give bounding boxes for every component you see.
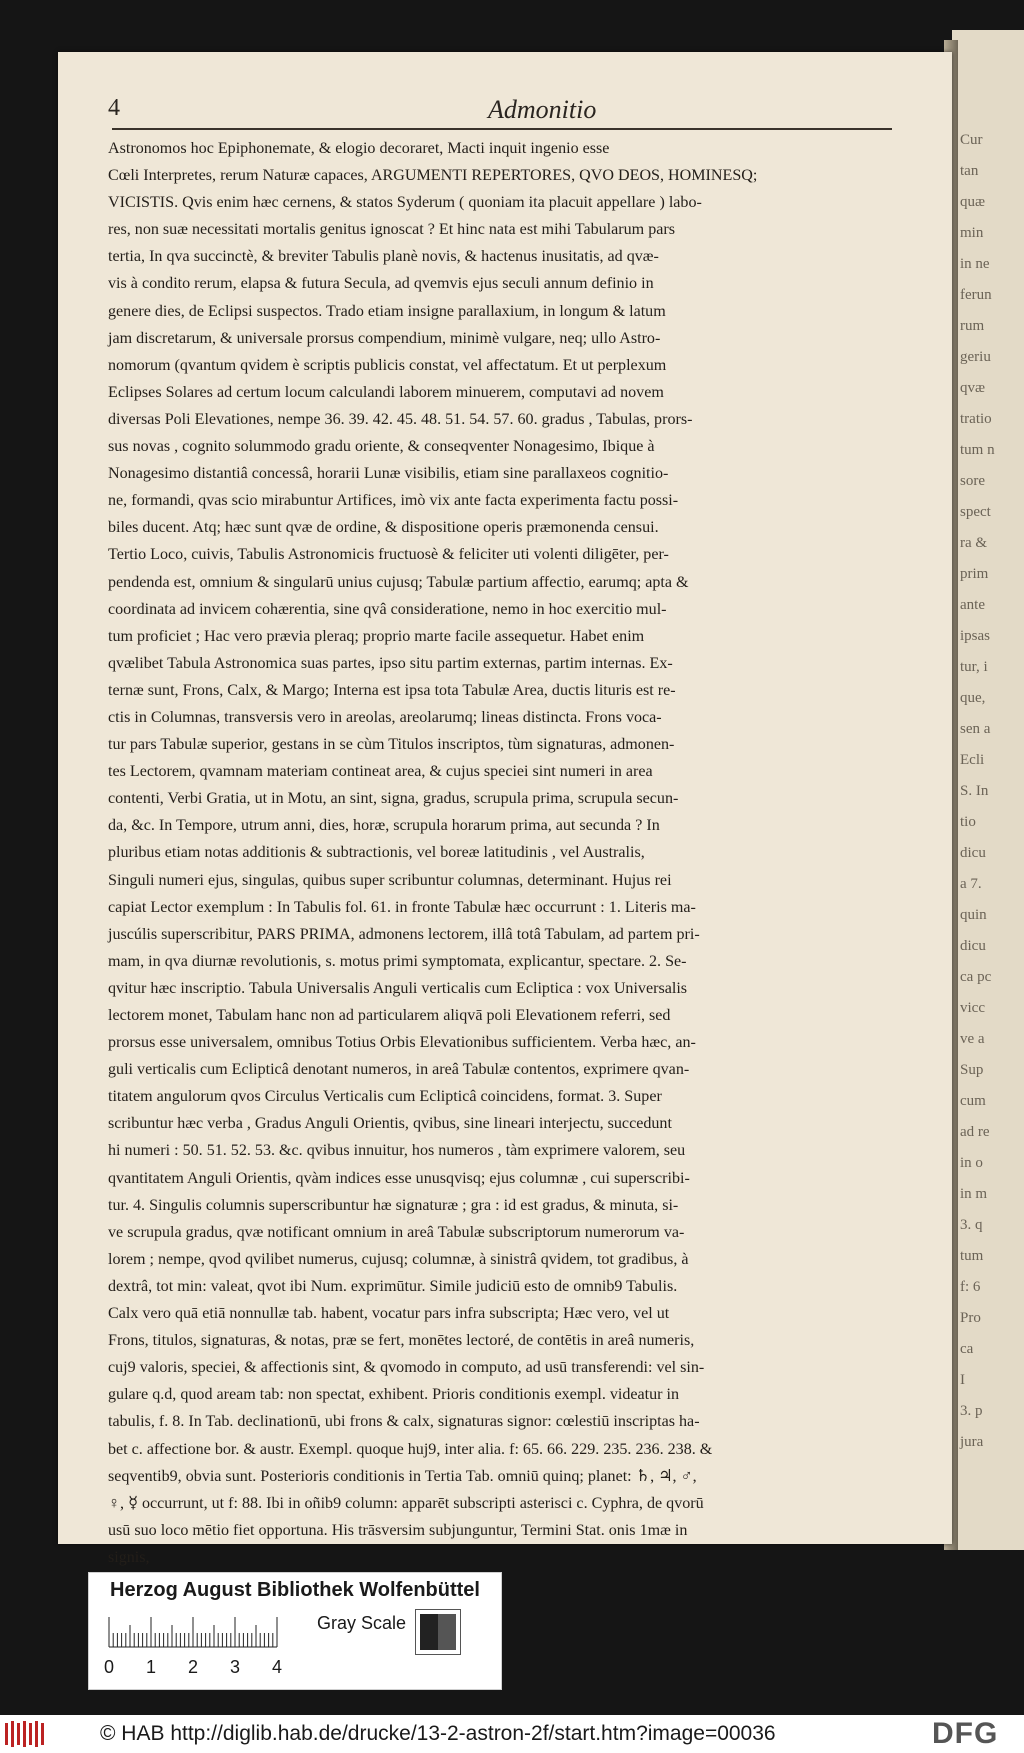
facing-page-word: f: 6 [960, 1279, 981, 1295]
text-line: juscúlis superscribitur, PARS PRIMA, admonens lectorem, illâ totâ Tabulam, ad partem pri- [108, 923, 700, 943]
facing-page-word: tio [960, 814, 976, 830]
text-line: cuj9 valoris, speciei, & affectionis sint, & qvomodo in computo, ad usū transferendi: vel sin- [108, 1357, 705, 1377]
facing-page-word: ipsas [960, 628, 990, 644]
gray-scale-label: Gray Scale [317, 1613, 407, 1633]
text-line: Eclipses Solares ad certum locum calculandi laborem minuerem, computavi ad novem [108, 381, 664, 401]
text-line: tur pars Tabulæ superior, gestans in se cùm Titulos inscriptos, tùm signaturas, admonen- [108, 734, 675, 754]
facing-page-word: sen a [960, 721, 991, 737]
text-line: VICISTIS. Qvis enim hæc cernens, & statos Syderum ( quoniam ita placuit appellare ) labo- [108, 192, 702, 212]
text-line: gulare q.d, quod aream tab: non spectat, exhibent. Prioris conditionis exempl. videatur in [108, 1384, 680, 1404]
facing-page-word: dicu [960, 845, 986, 861]
facing-page-word: tan [960, 163, 979, 179]
text-line: seqventib9, obvia sunt. Posterioris conditionis in Tertia Tab. omniū quinq; planet: ♄, ♃, ♂, [108, 1465, 697, 1485]
text-line: tes Lectorem, qvamnam materiam contineat area, & cujus speciei sint numeri in area [108, 761, 653, 781]
ruler-numbers [99, 1657, 399, 1681]
text-line: sus novas , cognito solummodo gradu oriente, & conseqventer Nonagesimo, Ibique à [108, 436, 655, 456]
text-line: scribuntur hæc verba , Gradus Anguli Orientis, qvibus, sine lineari interjectu, succedunt [108, 1113, 672, 1133]
ruler-number: 4 [272, 1657, 283, 1677]
library-label-card [88, 1572, 502, 1690]
facing-page-word: a 7. [960, 876, 982, 892]
facing-page-word: quæ [960, 194, 986, 210]
text-line: Nonagesimo distantiâ concessâ, horarii Lunæ visibilis, etiam sine parallaxeos cognitio- [108, 463, 669, 483]
text-line: contenti, Verbi Gratia, ut in Motu, an sint, signa, gradus, scrupula prima, scrupula secun- [108, 788, 679, 808]
source-url[interactable]: © HAB http://diglib.hab.de/drucke/13-2-astron-2f/start.htm?image=00036 [100, 1722, 776, 1745]
text-line: qvælibet Tabula Astronomica suas partes, ipso situ partim externas, partim internas. Ex- [108, 652, 673, 672]
facing-page-word: tum n [960, 442, 995, 458]
facing-page-word: S. In [960, 783, 989, 799]
facing-page-word: jura [960, 1434, 984, 1450]
text-line: prorsus esse universalem, omnibus Totius Orbis Elevationibus sufficientem. Verba hæc, an- [108, 1032, 696, 1052]
facing-page-word: tur, i [960, 659, 988, 675]
text-line: guli verticalis cum Eclipticâ denotant numeros, in areâ Tabulæ contentos, exprimere qvan- [108, 1059, 690, 1079]
text-line: pluribus etiam notas additionis & subtractionis, vel boreæ latitudinis , vel Australis, [108, 842, 645, 862]
text-line: tertia, In qva succinctè, & breviter Tabulis planè novis, & hactenus inusitatis, ad qvæ- [108, 246, 659, 266]
facing-page-word: in m [960, 1186, 988, 1202]
facing-page-word: Sup [960, 1062, 984, 1078]
facing-page-word: prim [960, 566, 989, 582]
facing-page-word: ad re [960, 1124, 990, 1140]
ruler-number: 3 [230, 1657, 241, 1677]
facing-page-word: rum [960, 318, 985, 334]
text-line: titatem angulorum qvos Circulus Verticalis cum Eclipticâ coincidens, format. 3. Super [108, 1086, 662, 1106]
header-rule [112, 128, 892, 130]
facing-page-word: I [960, 1372, 965, 1388]
text-line: Singuli numeri ejus, singulas, quibus super scribuntur columnas, determinant. Hujus rei [108, 869, 672, 889]
facing-page-word: sore [960, 473, 985, 489]
facing-page-word: qvæ [960, 380, 986, 396]
facing-page-word: spect [960, 504, 991, 520]
running-head: Admonitio [488, 95, 597, 124]
text-line: res, non suæ necessitati mortalis genitus ignoscat ? Et hinc nata est mihi Tabularum pars [108, 219, 675, 239]
ruler-number: 0 [104, 1657, 115, 1677]
facing-page-word: 3. p [960, 1403, 983, 1419]
text-line: Astronomos hoc Epiphonemate, & elogio decoraret, Macti inquit ingenio esse [108, 138, 610, 157]
facing-page-edge [952, 30, 1024, 1550]
dfg-logo: DFG [932, 1717, 999, 1750]
text-line: lorem ; nempe, qvod qvilibet numerus, cujusq; columnæ, à sinistrâ qvidem, tot gradibus, à [108, 1248, 689, 1268]
text-line: nomorum (qvantum qvidem è scriptis publicis constat, vel affectatum. Et ut perplexum [108, 354, 667, 374]
text-line: Tertio Loco, cuivis, Tabulis Astronomicis fructuosè & feliciter uti volenti diligēter, per- [108, 544, 669, 564]
facing-page-word: 3. q [960, 1217, 983, 1233]
facing-page-word: min [960, 225, 984, 241]
text-line: usū suo loco mētio fiet opportuna. His trāsversim subjunguntur, Termini Stat. onis 1mæ in [108, 1519, 688, 1539]
facing-page-word: dicu [960, 938, 986, 954]
text-line: jam discretarum, & universale prorsus compendium, minimè vulgare, neq; ullo Astro- [108, 327, 661, 347]
facing-page-word: que, [960, 690, 986, 706]
hab-logo-icon [4, 1719, 48, 1749]
text-line: ternæ sunt, Frons, Calx, & Margo; Interna est ipsa tota Tabulæ Area, ductis lituris est re- [108, 679, 676, 699]
facing-page-word: in o [960, 1155, 983, 1171]
text-line: diversas Poli Elevationes, nempe 36. 39. 42. 45. 48. 51. 54. 57. 60. gradus , Tabulas, prors- [108, 408, 693, 428]
text-line: qvitur hæc inscriptio. Tabula Universalis Anguli verticalis cum Ecliptica : vox Universalis [108, 977, 688, 997]
facing-page-word: in ne [960, 256, 990, 272]
facing-page-word: ante [960, 597, 985, 613]
ruler-number: 1 [146, 1657, 157, 1677]
text-line: tur. 4. Singulis columnis superscribuntur hæ signaturæ ; gra : id est gradus, & minuta, si- [108, 1194, 679, 1214]
text-line: lectorem monet, Tabulam hanc non ad particularem aliqvā poli Elevationem referri, sed [108, 1005, 671, 1024]
facing-page-word: ve a [960, 1031, 985, 1047]
text-line: ctis in Columnas, transversis vero in areolas, areolarumq; lineas distincta. Frons voca- [108, 706, 662, 726]
page-number: 4 [108, 95, 120, 121]
text-line: genere dies, de Eclipsi suspectos. Trado etiam insigne parallaxium, in longum & latum [108, 300, 666, 320]
facing-page-word: tum [960, 1248, 984, 1264]
text-line: ne, formandi, qvas scio mirabuntur Artifices, imò vix ante facta experimenta factu possi- [108, 490, 679, 510]
facing-page-word: ra & [960, 535, 988, 551]
text-line: tum proficiet ; Hac vero prævia pleraq; proprio marte facile assequetur. Habet enim [108, 625, 645, 645]
text-line: qvantitatem Anguli Orientis, qvàm indices esse unusqvisq; ejus columnæ , cui superscribi- [108, 1167, 690, 1187]
text-line: biles ducent. Atq; hæc sunt qvæ de ordine, & dispositione operis præmonenda censui. [108, 517, 659, 537]
facing-page-word: cum [960, 1093, 986, 1109]
footer-bar [0, 1715, 1024, 1753]
facing-page-word: Ecli [960, 752, 985, 768]
text-line: da, &c. In Tempore, utrum anni, dies, horæ, scrupula horarum prima, aut secunda ? In [108, 815, 660, 835]
text-line: Frons, titulos, signaturas, & notas, præ se fert, monētes lectoré, de contētis in areâ numeris, [108, 1330, 695, 1350]
text-line: coordinata ad invicem cohærentia, sine qvâ consideratione, nemo in hoc exercitio mul- [108, 598, 667, 618]
facing-page-word: Cur [960, 132, 983, 148]
text-line: bet c. affectione bor. & austr. Exempl. quoque huj9, inter alia. f: 65. 66. 229. 235. 236. 238. & [108, 1438, 713, 1458]
facing-page-word: Pro [960, 1310, 981, 1326]
text-line: tabulis, f. 8. In Tab. declinationū, ubi frons & calx, signaturas signor: cœlestiū inscriptas ha- [108, 1411, 700, 1431]
text-line: mam, in qva diurnæ revolutionis, s. motus primi symptomata, explicantur, spectare. 2. Se- [108, 950, 687, 970]
facing-page-word: vicc [960, 1000, 985, 1016]
gray-scale-swatch [415, 1609, 461, 1655]
ruler-number: 2 [188, 1657, 199, 1677]
facing-page-word: quin [960, 907, 987, 923]
text-line: pendenda est, omnium & singularū unius cujusq; Tabulæ partium affectio, earumq; apta & [108, 571, 689, 591]
text-line: Cœli Interpretes, rerum Naturæ capaces, ARGUMENTI REPERTORES, QVO DEOS, HOMINESQ; [108, 165, 758, 185]
text-line: hi numeri : 50. 51. 52. 53. &c. qvibus innuitur, hos numeros , tàm exprimere valorem, seu [108, 1140, 686, 1160]
facing-page-word: tratio [960, 411, 992, 427]
facing-page-word: ferun [960, 287, 992, 303]
facing-page-word: ca pc [960, 969, 992, 985]
text-line: vis à condito rerum, elapsa & futura Secula, ad qvemvis ejus seculi annum definio in [108, 273, 654, 293]
facing-page-text [960, 125, 1024, 1458]
text-line: capiat Lector exemplum : In Tabulis fol. 61. in fronte Tabulæ hæc occurrunt : 1. Literis ma- [108, 896, 696, 916]
text-line: signis, [108, 1546, 150, 1566]
facing-page-word: geriu [960, 349, 991, 365]
facing-page-word: ca [960, 1341, 974, 1357]
text-line: ve scrupula gradus, qvæ notificant omnium in areâ Tabulæ subscriptorum numerorum va- [108, 1221, 685, 1241]
text-line: ♀, ☿ occurrunt, ut f: 88. Ibi in oñib9 column: apparēt subscripti asterisci c. Cyphra, de qvorū [108, 1492, 704, 1512]
library-name: Herzog August Bibliothek Wolfenbüttel [110, 1579, 480, 1601]
text-line: dextrâ, tot min: valeat, qvot ibi Num. exprimūtur. Simile judiciū esto de omnib9 Tabulis. [108, 1275, 678, 1295]
page-body-text [108, 134, 908, 1570]
text-line: Calx vero quā etiā nonnullæ tab. habent, vocatur pars infra subscripta; Hæc vero, vel ut [108, 1303, 670, 1323]
